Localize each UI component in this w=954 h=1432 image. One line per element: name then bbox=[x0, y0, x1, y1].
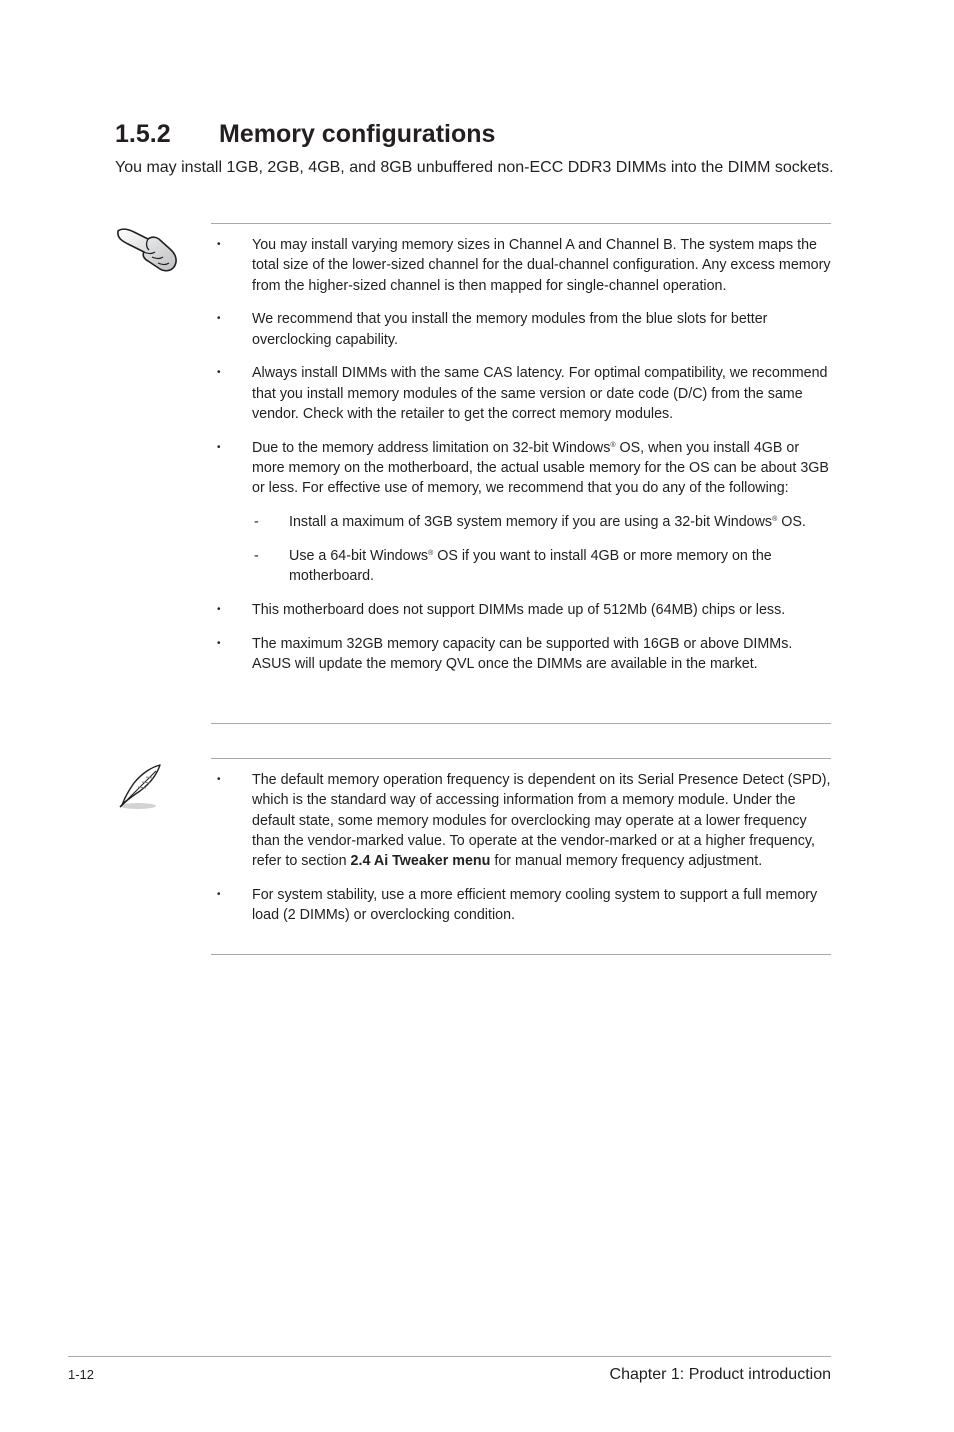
list-item: • For system stability, use a more efficient memory cooling system to support a full memory load (2 DIMMs) or overclocking condition. bbox=[211, 885, 831, 926]
list-item: • We recommend that you install the memory modules from the blue slots for better overclocking capability. bbox=[211, 309, 831, 350]
list-item: • The maximum 32GB memory capacity can be supported with 16GB or above DIMMs. ASUS will update the memory QVL once the DIMMs are available in the market. bbox=[211, 634, 831, 675]
quill-pen-icon bbox=[116, 763, 166, 811]
section-title: Memory configurations bbox=[219, 120, 496, 148]
notes-box bbox=[211, 758, 831, 955]
list-item: • Always install DIMMs with the same CAS latency. For optimal compatibility, we recommend that you install memory modules of the same version or date code (D/C) from the same vendor. Check with the retailer to get the correct memory modules. bbox=[211, 363, 831, 424]
notes-list bbox=[211, 770, 831, 926]
pointing-hand-icon bbox=[114, 225, 180, 273]
sub-list-item: - Use a 64-bit Windows® OS if you want to install 4GB or more memory on the motherboard. bbox=[252, 546, 831, 587]
registered-mark: ® bbox=[772, 516, 778, 524]
list-item: • This motherboard does not support DIMMs made up of 512Mb (64MB) chips or less. bbox=[211, 600, 831, 620]
list-item: • Due to the memory address limitation on 32-bit Windows® OS, when you install 4GB or more memory on the motherboard, the actual usable memory for the OS can be about 3GB or less. For effective use of memory, we recommend that you do any of the following: - Install a maximum of 3GB system memory if you are using a 32-bit Windows® OS. - Use a 64-bit Windows® OS if you want to install 4GB or more memory on the motherboard. bbox=[211, 438, 831, 587]
page-number: 1-12 bbox=[68, 1367, 95, 1382]
section-number: 1.5.2 bbox=[115, 120, 171, 148]
important-notes-list bbox=[211, 235, 831, 675]
list-item: • The default memory operation frequency is dependent on its Serial Presence Detect (SPD), which is the standard way of accessing information from a memory module. Under the default state, some memory modules for overclocking may operate at a lower frequency than the vendor-marked value. To operate at the vendor-marked or at a higher frequency, refer to section 2.4 Ai Tweaker menu for manual memory frequency adjustment. bbox=[211, 770, 831, 871]
chapter-title: Chapter 1: Product introduction bbox=[609, 1366, 831, 1383]
registered-mark: ® bbox=[428, 550, 434, 558]
footer-divider bbox=[68, 1356, 831, 1357]
list-item: • You may install varying memory sizes in Channel A and Channel B. The system maps the total size of the lower-sized channel for the dual-channel configuration. Any excess memory from the higher-sized channel is then mapped for single-channel operation. bbox=[211, 235, 831, 296]
sub-list bbox=[252, 512, 831, 586]
section-heading bbox=[115, 116, 495, 152]
intro-paragraph: You may install 1GB, 2GB, 4GB, and 8GB unbuffered non-ECC DDR3 DIMMs into the DIMM sockets. bbox=[115, 159, 834, 176]
important-notes-box bbox=[211, 223, 831, 724]
section-reference: 2.4 Ai Tweaker menu bbox=[350, 853, 491, 870]
sub-list-item: - Install a maximum of 3GB system memory if you are using a 32-bit Windows® OS. bbox=[252, 512, 831, 532]
registered-mark: ® bbox=[610, 441, 616, 449]
